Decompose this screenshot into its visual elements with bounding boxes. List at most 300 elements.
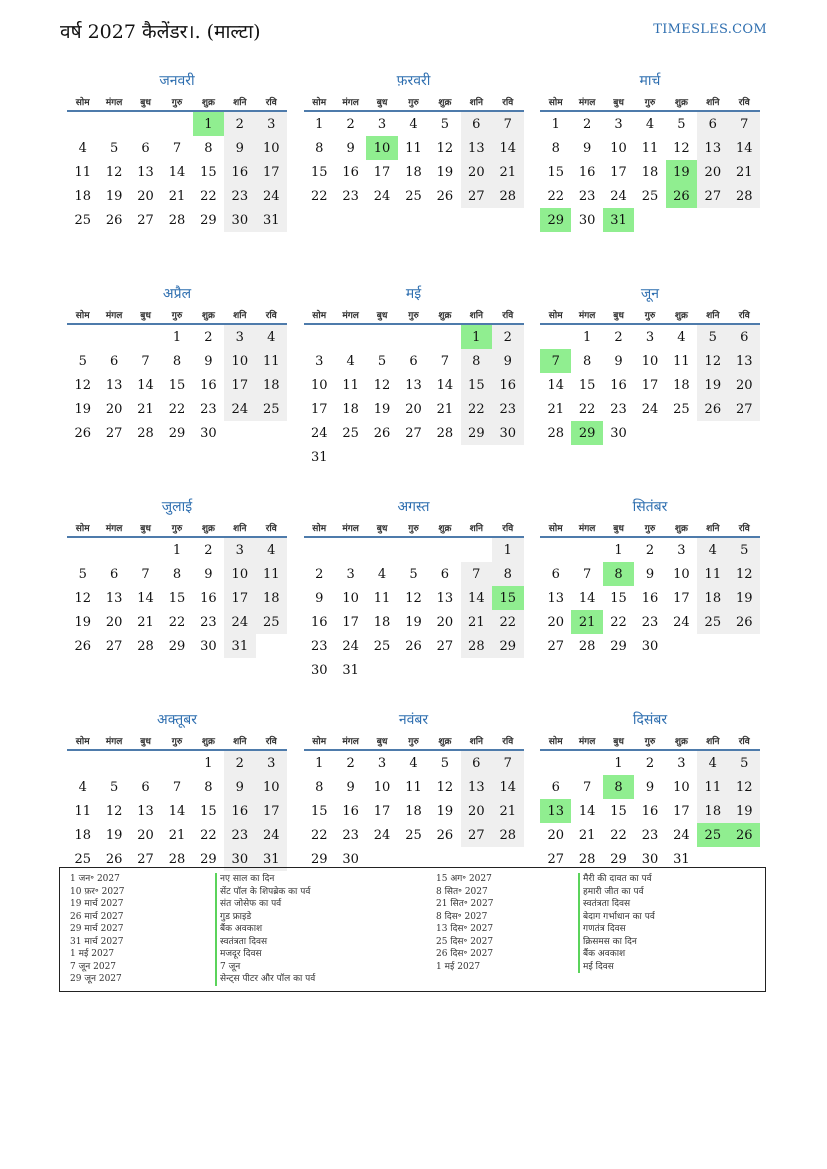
- day-cell: 4: [645, 116, 655, 132]
- empty-cell: [729, 421, 760, 445]
- day-cell: 11: [74, 164, 91, 180]
- holiday-day-cell: 1: [461, 324, 492, 349]
- weekend-day-cell: 9: [224, 136, 255, 160]
- month-block: [304, 496, 524, 709]
- weekend-day-cell: 28: [492, 823, 523, 847]
- weekday-header: गुरु: [398, 92, 429, 111]
- day-cell: 16: [342, 164, 359, 180]
- empty-cell: [697, 421, 728, 445]
- holiday-entry: 15 अग॰ 2027: [436, 874, 492, 884]
- month-name: जुलाई: [161, 499, 193, 515]
- week-row: [540, 421, 760, 445]
- day-cell: 23: [578, 188, 596, 204]
- weekend-day-cell: 13: [461, 136, 492, 160]
- day-cell: 28: [168, 212, 186, 228]
- day-cell: 31: [342, 662, 359, 678]
- day-cell: 21: [547, 401, 564, 417]
- empty-cell: [461, 445, 492, 469]
- day-cell: 6: [409, 353, 418, 369]
- weekend-day-cell: 26: [697, 397, 728, 421]
- weekend-day-cell: 2: [492, 324, 523, 349]
- week-row: [67, 160, 287, 184]
- day-cell: 2: [346, 116, 355, 132]
- day-cell: 15: [168, 377, 186, 393]
- holiday-entry: 26 मार्च 2027: [70, 911, 124, 922]
- day-cell: 6: [141, 140, 150, 156]
- day-cell: 13: [547, 590, 564, 606]
- week-row: [67, 208, 287, 232]
- empty-cell: [634, 208, 665, 232]
- weekend-day-cell: 28: [729, 184, 760, 208]
- weekend-day-cell: 12: [697, 349, 728, 373]
- day-cell: 30: [610, 425, 627, 441]
- day-cell: 13: [105, 590, 123, 606]
- holiday-entry: मई दिवस: [578, 961, 655, 974]
- weekday-header: गुरु: [398, 518, 429, 537]
- day-cell: 5: [78, 566, 87, 582]
- day-cell: 4: [78, 140, 87, 156]
- weekday-header: रवि: [729, 518, 760, 537]
- weekend-day-cell: 30: [224, 208, 255, 232]
- empty-cell: [130, 537, 161, 562]
- day-cell: 13: [137, 164, 154, 180]
- week-row: [540, 775, 760, 799]
- holiday-entry: 25 दिस॰ 2027: [436, 936, 494, 947]
- day-cell: 21: [168, 188, 186, 204]
- holiday-day-cell: 7: [540, 349, 571, 373]
- week-row: [540, 208, 760, 232]
- day-cell: 25: [641, 188, 659, 204]
- weekend-day-cell: 21: [461, 610, 492, 634]
- empty-cell: [540, 750, 571, 775]
- day-cell: 15: [168, 590, 186, 606]
- holiday-entry: बैंक अवकाश: [578, 948, 655, 961]
- weekend-day-cell: 31: [256, 208, 287, 232]
- month-table: [540, 518, 760, 658]
- empty-cell: [224, 421, 255, 445]
- day-cell: 8: [204, 779, 213, 795]
- weekday-header: सोम: [304, 731, 335, 750]
- day-cell: 1: [315, 116, 324, 132]
- day-cell: 8: [315, 140, 324, 156]
- day-cell: 27: [137, 212, 154, 228]
- weekend-day-cell: 12: [729, 775, 760, 799]
- empty-cell: [398, 658, 429, 682]
- day-cell: 5: [409, 566, 418, 582]
- holiday-day-cell: 8: [603, 562, 634, 586]
- day-cell: 21: [168, 827, 186, 843]
- day-cell: 6: [109, 566, 119, 582]
- week-row: [540, 160, 760, 184]
- weekend-day-cell: 13: [461, 775, 492, 799]
- page-title: वर्ष 2027 कैलेंडर।. (माल्टा): [60, 21, 261, 43]
- month-table: [304, 305, 524, 469]
- week-row: [67, 397, 287, 421]
- weekend-day-cell: 18: [256, 373, 287, 397]
- empty-cell: [67, 111, 98, 136]
- month-block: [67, 496, 287, 709]
- weekend-day-cell: 4: [256, 324, 287, 349]
- day-cell: 10: [641, 353, 659, 369]
- day-cell: 6: [551, 779, 560, 795]
- weekend-day-cell: 2: [224, 750, 255, 775]
- holiday-entry: 1 जन॰ 2027: [70, 874, 120, 884]
- holiday-entry: हमारी जीत का पर्व: [578, 886, 655, 899]
- weekend-day-cell: 18: [697, 799, 728, 823]
- week-row: [67, 373, 287, 397]
- day-cell: 10: [310, 377, 328, 393]
- weekend-day-cell: 14: [729, 136, 760, 160]
- day-cell: 20: [137, 827, 154, 843]
- day-cell: 20: [547, 614, 564, 630]
- empty-cell: [492, 658, 523, 682]
- brand-link[interactable]: TIMESLES.COM: [653, 22, 767, 37]
- day-cell: 19: [373, 401, 391, 417]
- day-cell: 17: [373, 803, 391, 819]
- week-row: [67, 111, 287, 136]
- weekday-header: शनि: [224, 518, 255, 537]
- month-block: [540, 496, 760, 709]
- week-row: [540, 397, 760, 421]
- holiday-entry: बैंक अवकाश: [215, 923, 315, 936]
- empty-cell: [429, 537, 460, 562]
- month-block: [304, 283, 524, 496]
- week-row: [540, 634, 760, 658]
- holiday-entry: 8 दिस॰ 2027: [436, 911, 488, 922]
- weekday-header: मंगल: [98, 731, 129, 750]
- day-cell: 16: [578, 164, 596, 180]
- day-cell: 2: [204, 542, 213, 558]
- day-cell: 25: [74, 212, 91, 228]
- day-cell: 7: [440, 353, 450, 369]
- weekday-header: रवि: [256, 731, 287, 750]
- day-cell: 20: [105, 401, 123, 417]
- day-cell: 29: [610, 638, 627, 654]
- holiday-entry: 7 जून: [215, 961, 315, 974]
- day-cell: 21: [137, 614, 154, 630]
- weekend-day-cell: 6: [461, 750, 492, 775]
- weekday-header: सोम: [540, 305, 571, 324]
- weekday-header: मंगल: [571, 92, 602, 111]
- day-cell: 30: [578, 212, 596, 228]
- day-cell: 28: [578, 638, 596, 654]
- month-table: [67, 518, 287, 658]
- day-cell: 11: [641, 140, 659, 156]
- day-cell: 17: [342, 614, 359, 630]
- day-cell: 6: [141, 779, 150, 795]
- day-cell: 16: [200, 590, 217, 606]
- week-row: [67, 823, 287, 847]
- empty-cell: [98, 537, 129, 562]
- weekday-header: मंगल: [335, 731, 366, 750]
- day-cell: 28: [436, 425, 454, 441]
- day-cell: 9: [645, 779, 655, 795]
- weekday-header: बुध: [603, 731, 634, 750]
- weekday-header: बुध: [130, 305, 161, 324]
- weekend-day-cell: 5: [697, 324, 728, 349]
- week-row: [67, 421, 287, 445]
- week-row: [67, 610, 287, 634]
- week-row: [304, 823, 524, 847]
- weekend-day-cell: 14: [492, 136, 523, 160]
- day-cell: 5: [78, 353, 87, 369]
- holiday-entry: संत जोसेफ का पर्व: [215, 898, 315, 911]
- week-row: [540, 586, 760, 610]
- holiday-entry: 21 सित॰ 2027: [436, 899, 494, 909]
- empty-cell: [256, 634, 287, 658]
- day-cell: 25: [373, 638, 391, 654]
- month-name: जून: [640, 286, 660, 302]
- day-cell: 26: [436, 188, 454, 204]
- holiday-entry: बेदाग गर्भाधान का पर्व: [578, 911, 655, 924]
- day-cell: 2: [582, 116, 592, 132]
- holiday-entry: सेन्ट्स पीटर और पॉल का पर्व: [215, 973, 315, 986]
- weekday-header: सोम: [67, 305, 98, 324]
- empty-cell: [335, 537, 366, 562]
- week-row: [67, 184, 287, 208]
- week-row: [67, 324, 287, 349]
- weekday-header: शुक्र: [193, 305, 224, 324]
- day-cell: 12: [105, 164, 123, 180]
- day-cell: 9: [204, 566, 213, 582]
- month-name: अप्रैल: [162, 286, 192, 302]
- day-cell: 25: [74, 851, 91, 867]
- day-cell: 14: [578, 803, 596, 819]
- weekday-header: बुध: [130, 92, 161, 111]
- day-cell: 9: [614, 353, 623, 369]
- day-cell: 25: [405, 188, 422, 204]
- day-cell: 4: [78, 779, 87, 795]
- week-row: [304, 324, 524, 349]
- week-row: [67, 349, 287, 373]
- weekend-day-cell: 17: [224, 373, 255, 397]
- weekday-header: सोम: [540, 731, 571, 750]
- day-cell: 24: [342, 638, 359, 654]
- day-cell: 6: [440, 566, 450, 582]
- day-cell: 7: [582, 566, 592, 582]
- empty-cell: [304, 324, 335, 349]
- day-cell: 9: [645, 566, 655, 582]
- day-cell: 19: [105, 827, 123, 843]
- day-cell: 22: [200, 827, 217, 843]
- weekend-day-cell: 4: [256, 537, 287, 562]
- day-cell: 22: [168, 401, 186, 417]
- week-row: [540, 562, 760, 586]
- week-row: [540, 537, 760, 562]
- weekend-day-cell: 8: [461, 349, 492, 373]
- weekend-day-cell: 31: [256, 847, 287, 871]
- weekday-header: शुक्र: [429, 92, 460, 111]
- week-row: [540, 610, 760, 634]
- day-cell: 12: [373, 377, 391, 393]
- day-cell: 20: [105, 614, 123, 630]
- day-cell: 8: [204, 140, 213, 156]
- day-cell: 15: [200, 803, 217, 819]
- day-cell: 7: [172, 140, 182, 156]
- day-cell: 11: [405, 779, 422, 795]
- week-row: [67, 750, 287, 775]
- day-cell: 22: [578, 401, 596, 417]
- holiday-day-cell: 26: [666, 184, 697, 208]
- weekend-day-cell: 9: [224, 775, 255, 799]
- day-cell: 28: [578, 851, 596, 867]
- day-cell: 25: [342, 425, 359, 441]
- day-cell: 2: [614, 329, 623, 345]
- day-cell: 7: [141, 566, 150, 582]
- month-name: मई: [405, 286, 422, 302]
- day-cell: 12: [673, 140, 690, 156]
- holiday-entry: 26 दिस॰ 2027: [436, 949, 494, 959]
- empty-cell: [697, 634, 728, 658]
- day-cell: 15: [310, 164, 328, 180]
- week-row: [540, 349, 760, 373]
- weekday-header: शनि: [461, 731, 492, 750]
- weekend-day-cell: 16: [224, 799, 255, 823]
- weekday-header: रवि: [729, 92, 760, 111]
- day-cell: 15: [310, 803, 328, 819]
- week-row: [304, 775, 524, 799]
- weekend-day-cell: 27: [697, 184, 728, 208]
- day-cell: 3: [377, 755, 387, 771]
- day-cell: 5: [109, 779, 119, 795]
- week-row: [304, 136, 524, 160]
- weekend-day-cell: 27: [461, 184, 492, 208]
- weekday-header: शनि: [697, 92, 728, 111]
- weekday-header: मंगल: [335, 305, 366, 324]
- day-cell: 27: [436, 638, 454, 654]
- holiday-entry: 10 फ़र॰ 2027: [70, 886, 125, 897]
- day-cell: 28: [137, 638, 154, 654]
- week-row: [304, 750, 524, 775]
- day-cell: 23: [200, 614, 217, 630]
- month-table: [67, 731, 287, 871]
- weekend-day-cell: 7: [492, 111, 523, 136]
- day-cell: 6: [109, 353, 119, 369]
- day-cell: 3: [346, 566, 355, 582]
- week-row: [67, 136, 287, 160]
- day-cell: 9: [204, 353, 213, 369]
- holiday-day-cell: 19: [666, 160, 697, 184]
- weekday-header: मंगल: [98, 92, 129, 111]
- weekday-header: बुध: [130, 731, 161, 750]
- day-cell: 14: [436, 377, 454, 393]
- weekend-day-cell: 7: [492, 750, 523, 775]
- day-cell: 20: [547, 827, 564, 843]
- holiday-entry: 7 जून 2027: [70, 961, 117, 972]
- holiday-entry: क्रिसमस का दिन: [578, 936, 655, 949]
- weekend-day-cell: 8: [492, 562, 523, 586]
- day-cell: 22: [200, 188, 217, 204]
- weekday-header: गुरु: [634, 305, 665, 324]
- day-cell: 23: [342, 188, 359, 204]
- weekday-header: शनि: [697, 518, 728, 537]
- day-cell: 3: [315, 353, 324, 369]
- day-cell: 27: [137, 851, 154, 867]
- day-cell: 18: [673, 377, 690, 393]
- day-cell: 27: [105, 638, 123, 654]
- weekday-header: सोम: [67, 731, 98, 750]
- day-cell: 21: [436, 401, 454, 417]
- day-cell: 17: [310, 401, 328, 417]
- weekday-header: शुक्र: [429, 305, 460, 324]
- weekday-header: रवि: [492, 731, 523, 750]
- weekday-header: सोम: [67, 518, 98, 537]
- day-cell: 5: [440, 116, 450, 132]
- week-row: [540, 823, 760, 847]
- weekend-day-cell: 17: [224, 586, 255, 610]
- weekday-header: रवि: [256, 305, 287, 324]
- holiday-day-cell: 10: [366, 136, 397, 160]
- weekend-day-cell: 11: [256, 349, 287, 373]
- day-cell: 17: [373, 164, 391, 180]
- holiday-day-cell: 25: [697, 823, 728, 847]
- day-cell: 8: [551, 140, 560, 156]
- weekend-day-cell: 23: [224, 823, 255, 847]
- month-name: सितंबर: [632, 499, 668, 515]
- weekend-day-cell: 17: [256, 799, 287, 823]
- day-cell: 16: [641, 803, 659, 819]
- day-cell: 14: [168, 803, 186, 819]
- weekend-day-cell: 11: [697, 775, 728, 799]
- empty-cell: [67, 750, 98, 775]
- weekday-header: रवि: [256, 92, 287, 111]
- empty-cell: [571, 750, 602, 775]
- months-grid: [67, 70, 760, 922]
- day-cell: 24: [673, 827, 690, 843]
- day-cell: 29: [200, 212, 217, 228]
- holiday-names-right: [578, 873, 655, 973]
- holiday-list: [59, 867, 766, 992]
- month-table: [540, 731, 760, 871]
- weekday-header: शुक्र: [193, 518, 224, 537]
- holiday-dates-right: [436, 873, 493, 973]
- day-cell: 31: [310, 449, 328, 465]
- weekend-day-cell: 27: [461, 823, 492, 847]
- day-cell: 6: [551, 566, 560, 582]
- weekend-day-cell: 9: [492, 349, 523, 373]
- day-cell: 1: [614, 542, 623, 558]
- day-cell: 11: [342, 377, 359, 393]
- weekend-day-cell: 29: [461, 421, 492, 445]
- day-cell: 8: [172, 566, 182, 582]
- day-cell: 16: [342, 803, 359, 819]
- day-cell: 7: [172, 779, 182, 795]
- holiday-entry: मैरी की दावत का पर्व: [578, 873, 655, 886]
- day-cell: 22: [547, 188, 564, 204]
- day-cell: 11: [373, 590, 391, 606]
- day-cell: 13: [105, 377, 123, 393]
- week-row: [304, 373, 524, 397]
- week-row: [540, 799, 760, 823]
- empty-cell: [130, 324, 161, 349]
- weekday-header: शनि: [224, 92, 255, 111]
- empty-cell: [130, 750, 161, 775]
- day-cell: 3: [377, 116, 387, 132]
- weekend-day-cell: 29: [492, 634, 523, 658]
- week-row: [304, 445, 524, 469]
- week-row: [67, 562, 287, 586]
- day-cell: 9: [582, 140, 592, 156]
- day-cell: 2: [346, 755, 355, 771]
- holiday-entry: मजदूर दिवस: [215, 948, 315, 961]
- day-cell: 31: [673, 851, 690, 867]
- holiday-entry: 31 मार्च 2027: [70, 936, 124, 947]
- day-cell: 7: [582, 779, 592, 795]
- weekend-day-cell: 3: [224, 324, 255, 349]
- day-cell: 10: [610, 140, 627, 156]
- week-row: [304, 634, 524, 658]
- day-cell: 11: [673, 353, 690, 369]
